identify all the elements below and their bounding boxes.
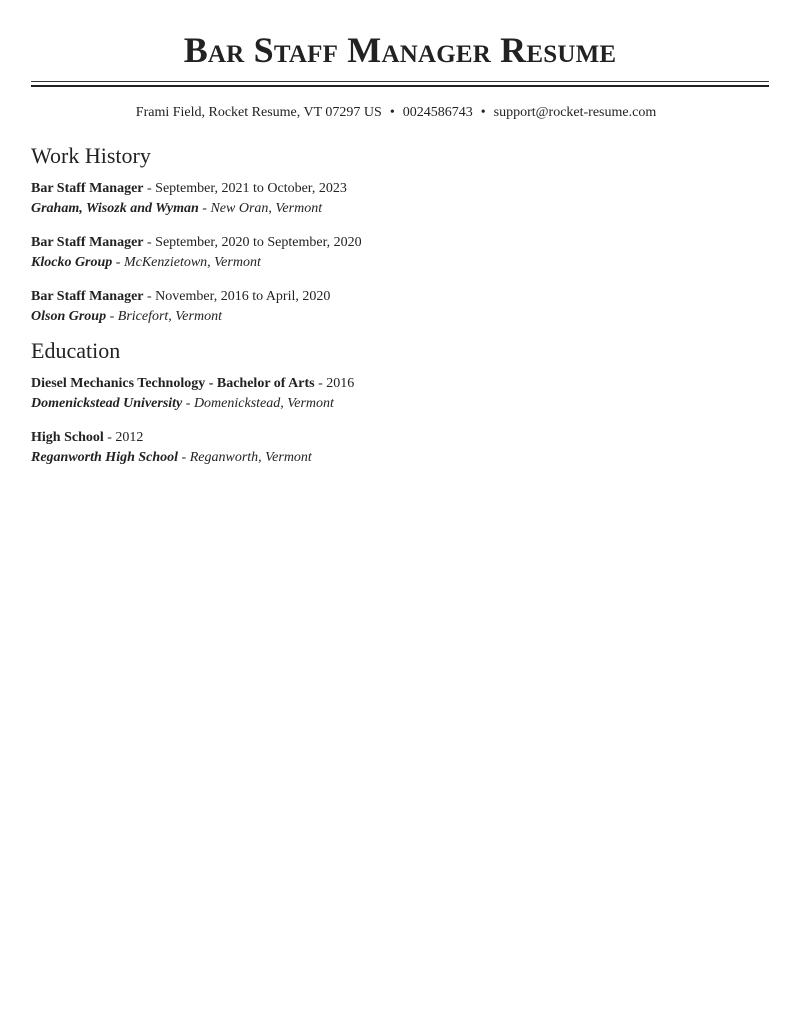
job-title: Bar Staff Manager <box>31 289 144 304</box>
dash: - <box>112 255 124 270</box>
job-dates: September, 2021 to October, 2023 <box>155 181 347 196</box>
dash: - <box>106 309 118 324</box>
company-name: Klocko Group <box>31 255 113 270</box>
company-location: McKenzietown, Vermont <box>123 255 261 270</box>
work-entry-employer <box>31 253 362 273</box>
education-entry-header <box>31 374 354 394</box>
school-location: Reganworth, Vermont <box>189 450 312 465</box>
work-entry-header <box>31 179 347 199</box>
company-name: Graham, Wisozk and Wyman <box>31 201 199 216</box>
work-entry-employer <box>31 199 347 219</box>
job-dates: November, 2016 to April, 2020 <box>155 289 331 304</box>
work-entry <box>31 233 362 273</box>
work-entry-employer <box>31 307 330 327</box>
dash: - <box>143 235 156 250</box>
education-heading: Education <box>31 338 121 363</box>
dash: - <box>182 396 194 411</box>
resume-page <box>31 0 769 465</box>
job-title: Bar Staff Manager <box>31 181 144 196</box>
dash: - <box>314 376 327 391</box>
degree-name: High School <box>31 430 104 445</box>
dash: - <box>143 181 156 196</box>
dash: - <box>178 450 190 465</box>
school-name: Domenickstead University <box>31 396 183 411</box>
contact-email: support@rocket-resume.com <box>493 105 657 120</box>
education-entry-header <box>31 428 312 448</box>
contact-separator: • <box>480 105 486 120</box>
graduation-year: 2016 <box>326 376 355 391</box>
title-divider-thin <box>31 81 769 82</box>
company-location: New Oran, Vermont <box>210 201 323 216</box>
education-entry <box>31 428 312 468</box>
contact-phone: 0024586743 <box>402 105 473 120</box>
resume-title: Bar Staff Manager Resume <box>183 30 617 70</box>
education-entry-school <box>31 394 354 414</box>
company-location: Bricefort, Vermont <box>117 309 222 324</box>
degree-name: Diesel Mechanics Technology - Bachelor of Arts <box>31 376 315 391</box>
dash: - <box>143 289 156 304</box>
school-location: Domenickstead, Vermont <box>193 396 334 411</box>
work-history-heading: Work History <box>31 143 151 168</box>
contact-separator: • <box>389 105 395 120</box>
work-entry-header <box>31 287 330 307</box>
education-entry <box>31 374 354 414</box>
work-entry-header <box>31 233 362 253</box>
education-entry-school <box>31 448 312 468</box>
job-dates: September, 2020 to September, 2020 <box>155 235 362 250</box>
graduation-year: 2012 <box>115 430 144 445</box>
company-name: Olson Group <box>31 309 107 324</box>
work-entry <box>31 179 347 219</box>
dash: - <box>198 201 211 216</box>
contact-line <box>31 104 761 122</box>
title-divider-thick <box>31 85 769 87</box>
school-name: Reganworth High School <box>31 450 179 465</box>
contact-address: Frami Field, Rocket Resume, VT 07297 US <box>135 105 382 120</box>
work-entry <box>31 287 330 327</box>
job-title: Bar Staff Manager <box>31 235 144 250</box>
dash: - <box>103 430 116 445</box>
